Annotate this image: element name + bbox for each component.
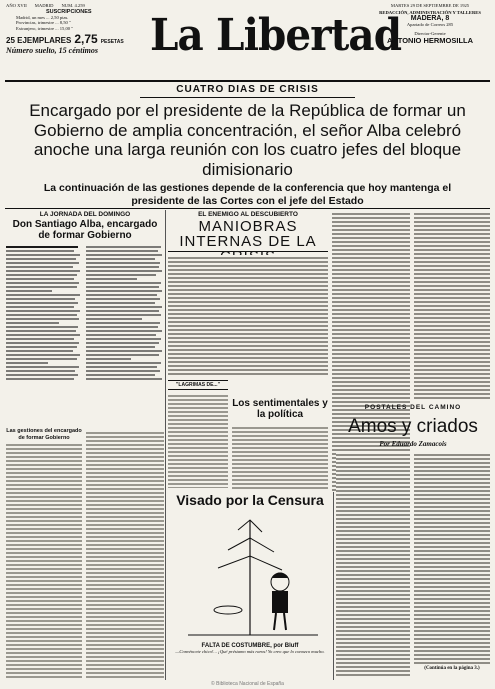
left-bottom-head: Las gestiones del encargado de formar Gobierno: [6, 428, 82, 441]
city-label: MADRID: [34, 3, 54, 8]
po-box: Apartado de Correos 285: [406, 22, 454, 28]
sentimentales-text: [232, 425, 328, 490]
subscriptions-label: SUSCRIPCIONES: [46, 9, 92, 16]
cartoon-caption: FALTA DE COSTUMBRE, por Bluff: [201, 643, 299, 649]
issue-number: NUM. 4.259: [61, 3, 85, 8]
year-label: AÑO XVII: [6, 3, 27, 8]
amos-title: Amos y criados: [348, 416, 478, 437]
headline-rule: [5, 208, 490, 209]
section-enemigo: EL ENEMIGO AL DESCUBIERTO: [198, 211, 298, 218]
cartoon: [168, 492, 332, 680]
headline-kicker: CUATRO DIAS DE CRISIS: [176, 84, 319, 95]
left-col-text-d: [86, 430, 164, 680]
left-col-text-c: [6, 442, 82, 680]
office-label: REDACCIÓN, ADMINISTRACIÓN Y TALLERES: [379, 10, 481, 16]
byline: Por Eduardo Zamacois: [379, 440, 447, 448]
kicker-rule: [140, 97, 355, 98]
alba-title: Don Santiago Alba, encargado de formar Gobierno: [12, 219, 158, 241]
column-rule: [165, 210, 166, 680]
masthead-right: [370, 3, 490, 45]
column-rule: [333, 492, 334, 680]
footer-credit: © Biblioteca Nacional de España: [211, 681, 284, 687]
left-col-text-b: [86, 245, 164, 425]
maniobras-text: [168, 255, 328, 375]
main-headline: Encargado por el presidente de la República de formar un Gobierno de amplia concentración, el señor Alba celebró anoche una larga reunión con los cuatro jefes del bloque dimisionario: [29, 101, 466, 179]
center-right-text-a: [332, 211, 410, 491]
bulk-price: 25 EJEMPLARES 2,75 PESETAS: [6, 31, 124, 46]
masthead-left: [6, 3, 146, 55]
section-jornada: LA JORNADA DEL DOMINGO: [39, 211, 131, 218]
director-name: ANTONIO HERMOSILLA: [386, 35, 474, 45]
single-issue-price: Número suelto, 15 céntimos: [6, 45, 99, 55]
sentimentales-head: Los sentimentales y la política: [232, 398, 328, 420]
issue-date: MARTES 29 DE SEPTIEMBRE DE 1925: [390, 3, 470, 8]
section-postales: POSTALES DEL CAMINO: [364, 404, 462, 411]
amos-text-b: [414, 452, 490, 664]
office-address: MADERA, 8: [410, 15, 450, 23]
cartoon-quote: —Convéncete chico!... ¡Qué préstamo más raros! Yo creo que lo conozco mucho.: [175, 649, 325, 654]
director-label: Director-Gerente: [414, 30, 446, 36]
amos-text-a: [336, 452, 410, 677]
lagrimas-title: "LAGRIMAS DE...": [168, 380, 228, 390]
far-right-text-a: [414, 211, 490, 401]
masthead-rule: [5, 80, 490, 82]
cartoon-drawing-icon: [168, 510, 332, 640]
maniobras-title: MANIOBRAS INTERNAS DE LA: [179, 218, 317, 250]
subscription-rates: Madrid, un mes ... 2,50 ptas. Provincias, trimestre ... 8,50 " Extranjero, trimestre ... 15,00 ": [16, 15, 74, 31]
left-col-text-a: [6, 245, 82, 425]
newspaper-logo: La Libertad: [150, 10, 402, 61]
lagrimas-box: [168, 380, 228, 490]
subheadline: La continuación de las gestiones depende de la conferencia que hoy mantenga el presidente de las Cortes con el jefe del Estado: [43, 182, 452, 207]
maniobras-rule: [168, 251, 328, 252]
cartoon-title: Visado por la Censura: [176, 492, 324, 508]
continued-note: (Continúa en la página 3.): [424, 666, 480, 671]
